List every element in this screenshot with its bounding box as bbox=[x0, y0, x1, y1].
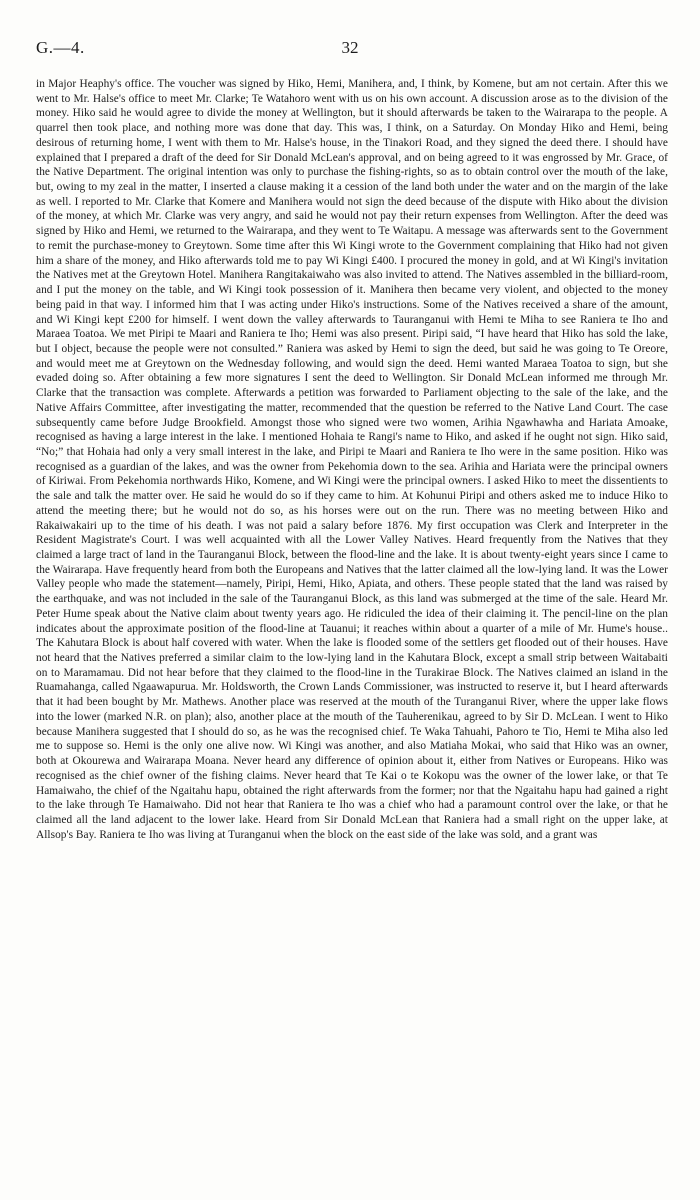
body-text-block bbox=[36, 77, 668, 1187]
body-paragraph: in Major Heaphy's office. The voucher was signed by Hiko, Hemi, Manihera, and, I think, by Komene, but am not certain. After this we went to Mr. Halse's office to meet Mr. Clarke; Te Watahoro went with us on his own account. A discussion arose as to the division of the money. Hiko said he would agree to divide the money at Wellington, but it should afterwards be taken to the Wairarapa to the people. A quarrel then took place, and nothing more was done that day. This was, I think, on a Saturday. On Monday Hiko and Hemi, being desirous of returning home, I went with them to Mr. Halse's house, in the Tinakori Road, and they signed the deed there. I should have explained that I prepared a draft of the deed for Sir Donald McLean's approval, and on being agreed to it was engrossed by Mr. Grace, of the Native Department. The original intention was only to purchase the fishing-rights, so as to obtain control over the mouth of the lake, but, owing to my zeal in the matter, I inserted a clause making it a cession of the land both under the water and on the margin of the lake as well. I reported to Mr. Clarke that Komere and Manihera would not sign the deed because of the dispute with Hiko about the division of the money, at which Mr. Clarke was very angry, and said he would not pay their return expenses from Wellington. After the deed was signed by Hiko and Hemi, we returned to the Wairarapa, and they went to Te Waitapu. A message was afterwards sent to the Government to remit the purchase-money to Greytown. Some time after this Wi Kingi wrote to the Government complaining that Hiko had not given him a share of the money, and Hiko afterwards told me to pay Wi Kingi £400. I procured the money in gold, and at Wi Kingi's invitation the Natives met at the Greytown Hotel. Manihera Rangitakaiwaho was also invited to attend. The Natives assembled in the billiard-room, and I put the money on the table, and Wi Kingi took possession of it. Manihera then became very violent, and objected to the money being paid in that way. I informed him that I was acting under Hiko's instructions. Some of the Natives received a share of the amount, and Wi Kingi kept £200 for himself. I went down the valley afterwards to Tauranganui with Hemi te Miha to see Raniera te Iho and Maraea Toatoa. We met Piripi te Maari and Raniera te Iho; Hemi was also present. Piripi said, “I have heard that Hiko has sold the lake, but I object, because the people were not consulted.” Raniera was asked by Hemi to sign the deed, but said he was going to Te Oreore, and would meet me at Greytown on the Wednesday following, and would sign the deed. Hemi wanted Maraea Toatoa to sign, but she evaded doing so. After obtaining a few more signatures I sent the deed to Wellington. Sir Donald McLean informed me through Mr. Clarke that the transaction was complete. Afterwards a petition was forwarded to Parliament objecting to the sale of the lake, and the Native Affairs Committee, after investigating the matter, recommended that the question be referred to the Native Land Court. The case subsequently came before Judge Brookfield. Amongst those who signed were two women, Arihia Ngawhawha and Hariata Amoake, recognised as having a large interest in the lake. I mentioned Hohaia te Rangi's name to Hiko, and asked if he ought not sign. Hiko said, “No;” that Hohaia had only a very small interest in the lake, and Piripi te Maari and Raniera te Iho were in the same position. Hiko was recognised as a guardian of the lakes, and was the owner from Pekehomia down to the sea. Arihia and Hariata were the principal owners of Kiriwai. From Pekehomia northwards Hiko, Komene, and Wi Kingi were the principal owners. I asked Hiko to meet the dissentients to the sale and talk the matter over. He said he would do so if they came to him. At Kohunui Piripi and others asked me to induce Hiko to attend the meeting there; but he would not do so, as his horses were out on the run. There was no meeting between Hiko and Rakaiwakairi up to the time of his death. I was not paid a salary before 1876. My first occupation was Clerk and Interpreter in the Resident Magistrate's Court. I was well acquainted with all the Lower Valley Natives. Heard frequently from the Natives that they claimed a large tract of land in the Tauranganui Block, between the flood-line and the lake. It is about twenty-eight years since I came to the Wairarapa. Have frequently heard from both the Europeans and Natives that the latter claimed all the low-lying land. It was the Lower Valley people who made the statement—namely, Piripi, Hemi, Hiko, Apiata, and others. These people stated that the land was raised by the earthquake, and was not included in the sale of the Tauranganui Block, as this land was submerged at the time of the sale. Heard Mr. Peter Hume speak about the Native claim about twenty years ago. He ridiculed the idea of their claiming it. The pencil-line on the plan indicates about the approximate position of the flood-line at Tauanui; it reaches within about a quarter of a mile of Mr. Hume's house.. The Kahutara Block is about half covered with water. When the lake is flooded some of the settlers get flooded out of their houses. Have not heard that the Natives preferred a similar claim to the low-lying land in the Kahutara Block, except a small strip between Waitabaiti on to Maramamau. Did not hear before that they claimed to the flood-line in the Turakirae Block. The Natives claimed an island in the Ruamahanga, called Ngaawapurua. Mr. Holdsworth, the Crown Lands Commissioner, was instructed to reserve it, but I heard afterwards that it had been bought by Mr. Mathews. Another place was reserved at the mouth of the Turanganui River, where the upper lake flows into the lower (marked N.R. on plan); also, another place at the mouth of the Tauherenikau, agreed to by Sir D. McLean. I went to Hiko because Manihera suggested that I should do so, as he was the recognised chief. Te Waka Tahuahi, Pahoro te Tio, Hemi te Miha also led me to suppose so. Hemi is the only one alive now. Wi Kingi was another, and also Matiaha Mokai, who said that Hiko was an owner, both at Okourewa and Wairarapa Moana. Never heard any difference of opinion about it, either from Natives or Europeans. Hiko was recognised as the chief owner of the fishing claims. Never heard that Te Kai o te Kokopu was the owner of the lower lake, or that Te Hamaiwaho, the chief of the Ngaitahu hapu, obtained the right afterwards from the former; nor that the Ngaitahu hapu had gained a right to the lake through Te Hamaiwaho. Did not hear that Raniera te Iho was a chief who had a paramount control over the lake, or that he claimed all the land adjacent to the lower lake. Heard from Sir Donald McLean that Raniera had a small right on the upper lake, at Allsop's Bay. Raniera te Iho was living at Turanganui when the block on the east side of the lake was sold, and a grant was bbox=[36, 78, 668, 841]
page-header bbox=[36, 38, 664, 62]
document-reference: G.—4. bbox=[36, 38, 85, 57]
page-number: 32 bbox=[341, 38, 359, 57]
